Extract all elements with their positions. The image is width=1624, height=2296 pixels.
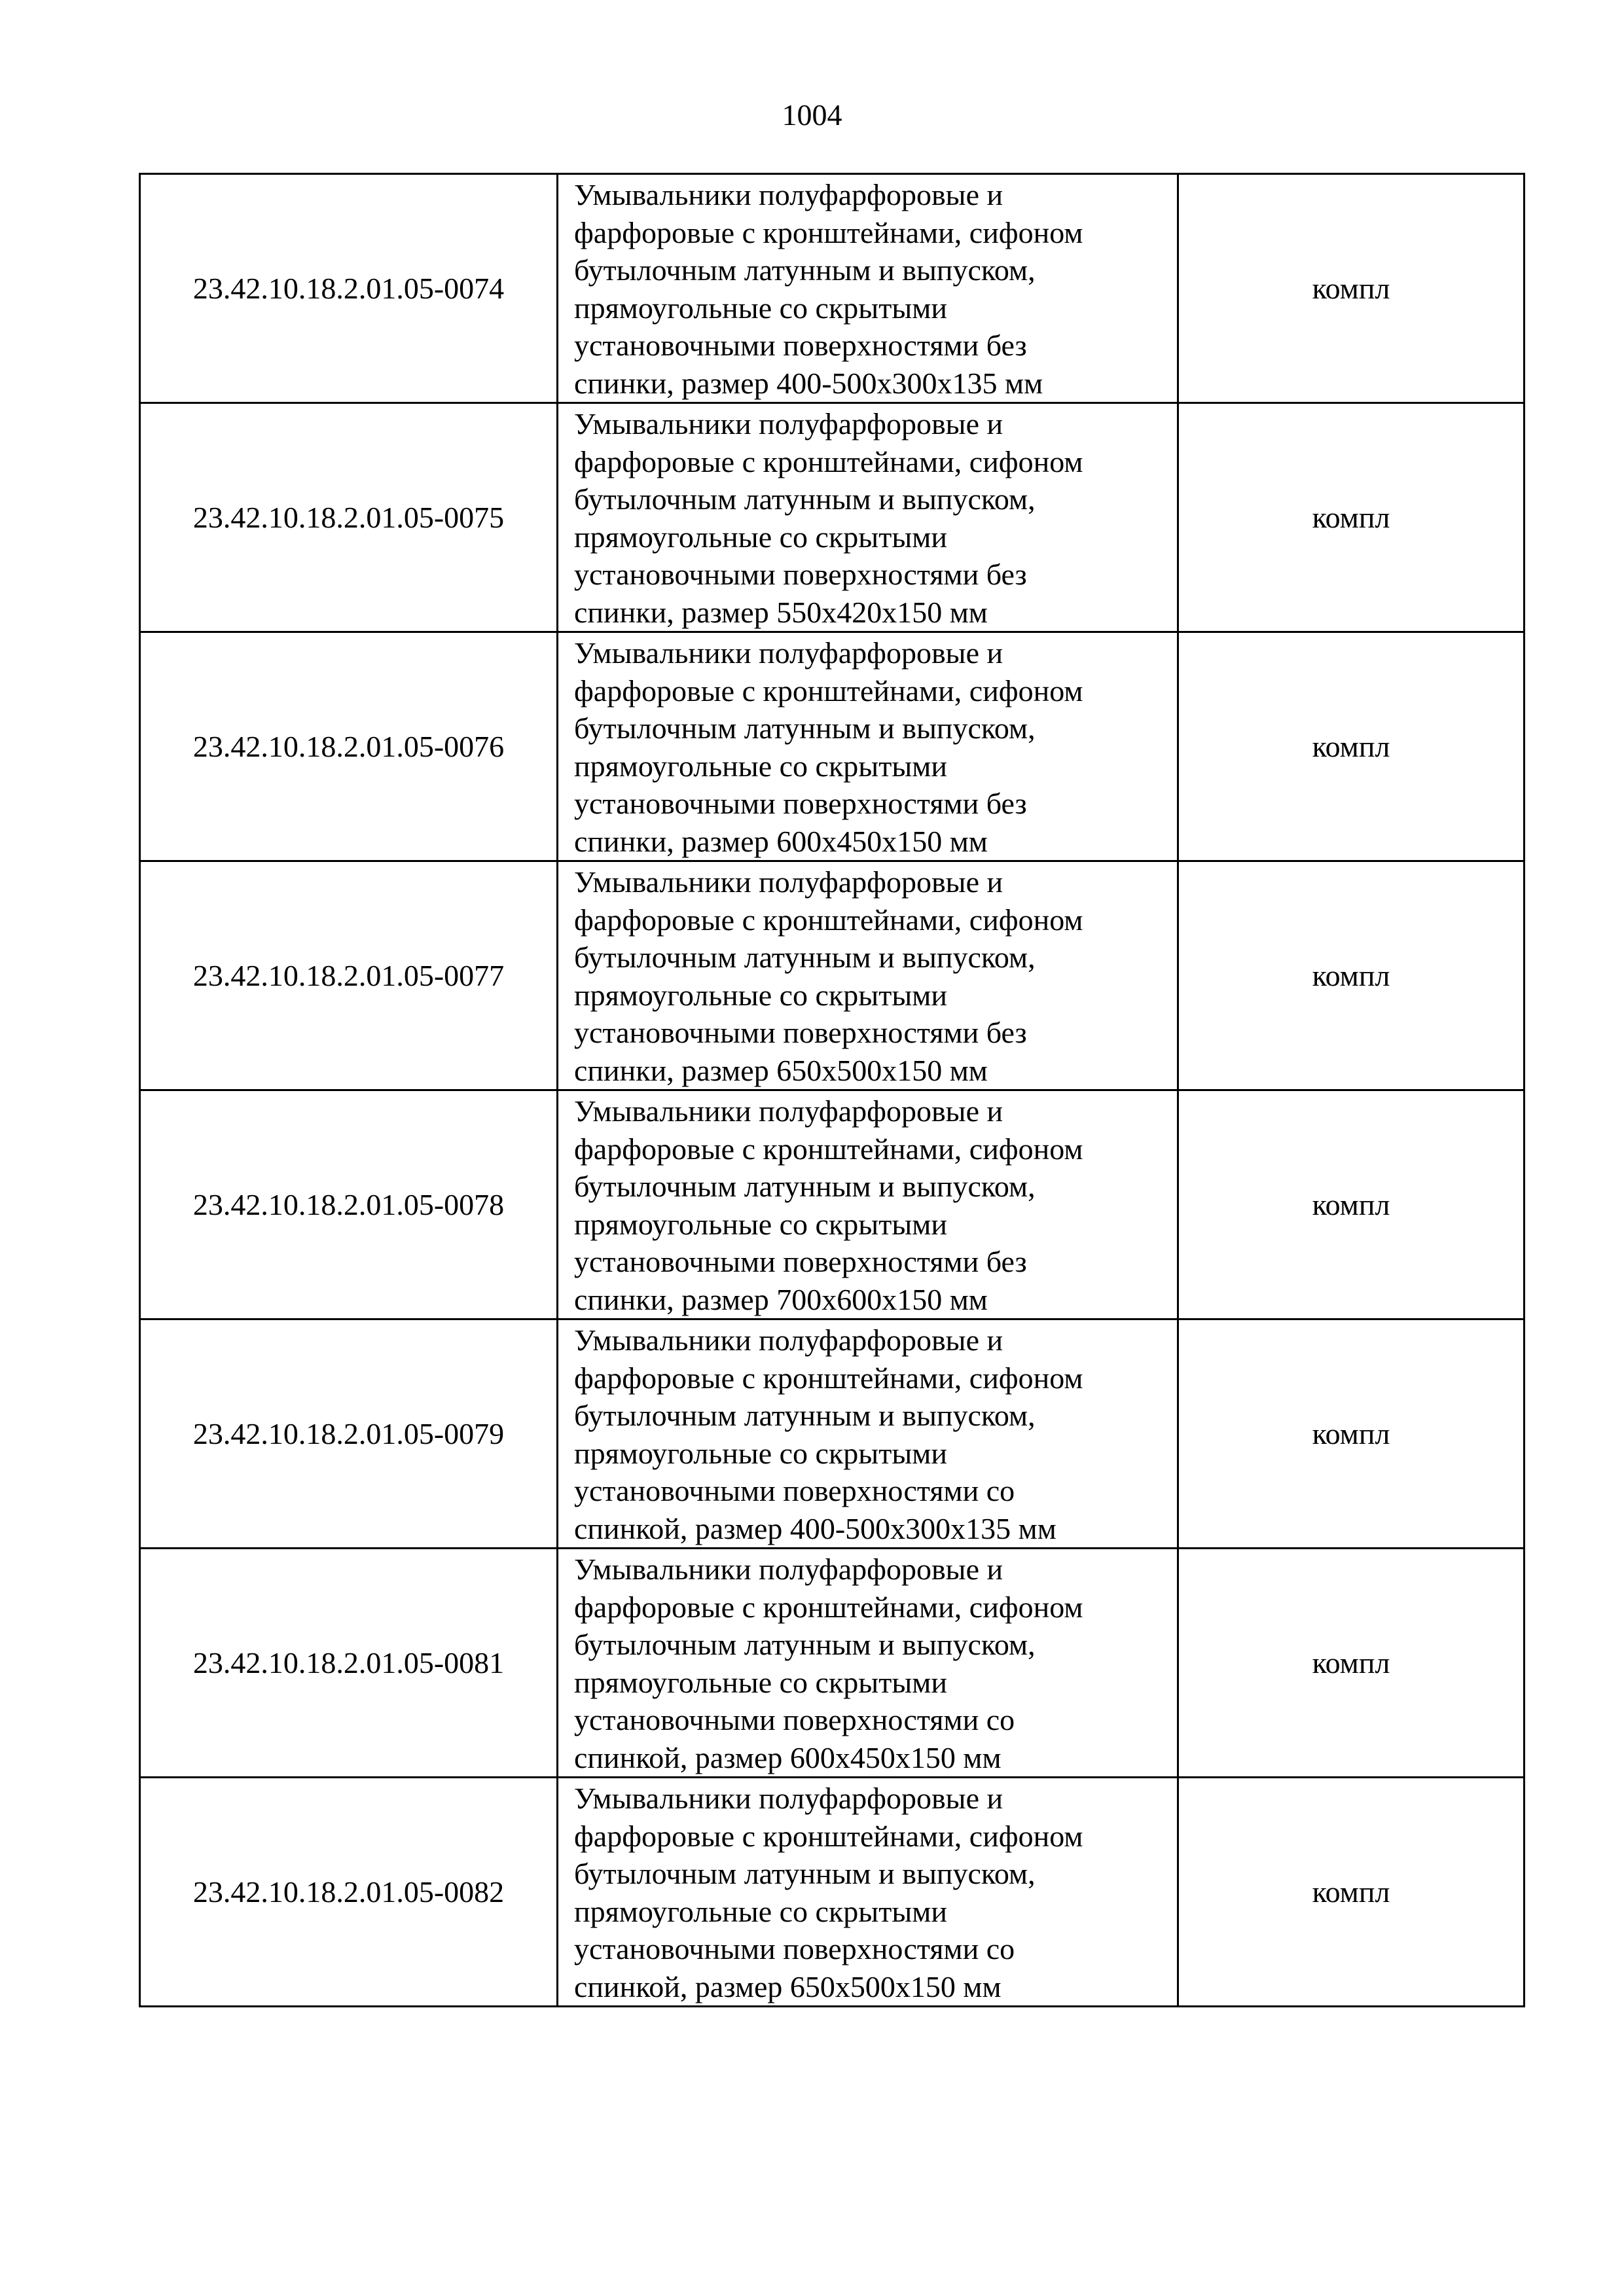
- item-unit: компл: [1178, 174, 1525, 403]
- item-unit: компл: [1178, 632, 1525, 861]
- item-unit: компл: [1178, 403, 1525, 632]
- item-description-cell: [558, 1090, 1178, 1319]
- item-code: 23.42.10.18.2.01.05-0077: [140, 861, 558, 1090]
- item-description-cell: [558, 403, 1178, 632]
- item-description-cell: [558, 1319, 1178, 1549]
- item-code: 23.42.10.18.2.01.05-0076: [140, 632, 558, 861]
- item-description-cell: [558, 1778, 1178, 2007]
- item-code: 23.42.10.18.2.01.05-0074: [140, 174, 558, 403]
- item-code: 23.42.10.18.2.01.05-0081: [140, 1549, 558, 1778]
- item-description-cell: [558, 174, 1178, 403]
- table-row: [140, 1319, 1525, 1549]
- table-row: [140, 403, 1525, 632]
- table-row: [140, 1778, 1525, 2007]
- page-number: 1004: [782, 98, 842, 132]
- item-description: Умывальники полуфарфоровые и фарфоровые с кронштейнами, сифоном бутылочным латунным и выпуском, прямоугольные со скрытыми установочными поверхностями со спинкой, размер 600x450x150 мм: [574, 1552, 1083, 1774]
- item-unit: компл: [1178, 1090, 1525, 1319]
- item-description-cell: [558, 632, 1178, 861]
- item-unit: компл: [1178, 1319, 1525, 1549]
- table-row: [140, 1090, 1525, 1319]
- table-row: [140, 174, 1525, 403]
- item-code: 23.42.10.18.2.01.05-0079: [140, 1319, 558, 1549]
- catalog-table: [139, 173, 1525, 2007]
- item-description: Умывальники полуфарфоровые и фарфоровые с кронштейнами, сифоном бутылочным латунным и выпуском, прямоугольные со скрытыми установочными поверхностями без спинки, размер 550x420x150 мм: [574, 407, 1083, 629]
- item-code: 23.42.10.18.2.01.05-0082: [140, 1778, 558, 2007]
- table-row: [140, 1549, 1525, 1778]
- table-row: [140, 632, 1525, 861]
- item-description: Умывальники полуфарфоровые и фарфоровые с кронштейнами, сифоном бутылочным латунным и выпуском, прямоугольные со скрытыми установочными поверхностями со спинкой, размер 400-500x300x135 мм: [574, 1323, 1083, 1545]
- item-description: Умывальники полуфарфоровые и фарфоровые с кронштейнами, сифоном бутылочным латунным и выпуском, прямоугольные со скрытыми установочными поверхностями со спинкой, размер 650x500x150 мм: [574, 1782, 1083, 2003]
- item-description: Умывальники полуфарфоровые и фарфоровые с кронштейнами, сифоном бутылочным латунным и выпуском, прямоугольные со скрытыми установочными поверхностями без спинки, размер 600x450x150 мм: [574, 636, 1083, 858]
- item-unit: компл: [1178, 1778, 1525, 2007]
- table-row: [140, 861, 1525, 1090]
- item-description: Умывальники полуфарфоровые и фарфоровые с кронштейнами, сифоном бутылочным латунным и выпуском, прямоугольные со скрытыми установочными поверхностями без спинки, размер 650x500x150 мм: [574, 865, 1083, 1087]
- item-unit: компл: [1178, 1549, 1525, 1778]
- item-description-cell: [558, 1549, 1178, 1778]
- item-description-cell: [558, 861, 1178, 1090]
- item-description: Умывальники полуфарфоровые и фарфоровые с кронштейнами, сифоном бутылочным латунным и выпуском, прямоугольные со скрытыми установочными поверхностями без спинки, размер 700x600x150 мм: [574, 1094, 1083, 1316]
- item-unit: компл: [1178, 861, 1525, 1090]
- item-description: Умывальники полуфарфоровые и фарфоровые с кронштейнами, сифоном бутылочным латунным и выпуском, прямоугольные со скрытыми установочными поверхностями без спинки, размер 400-500x300x135 мм: [574, 178, 1083, 400]
- item-code: 23.42.10.18.2.01.05-0075: [140, 403, 558, 632]
- item-code: 23.42.10.18.2.01.05-0078: [140, 1090, 558, 1319]
